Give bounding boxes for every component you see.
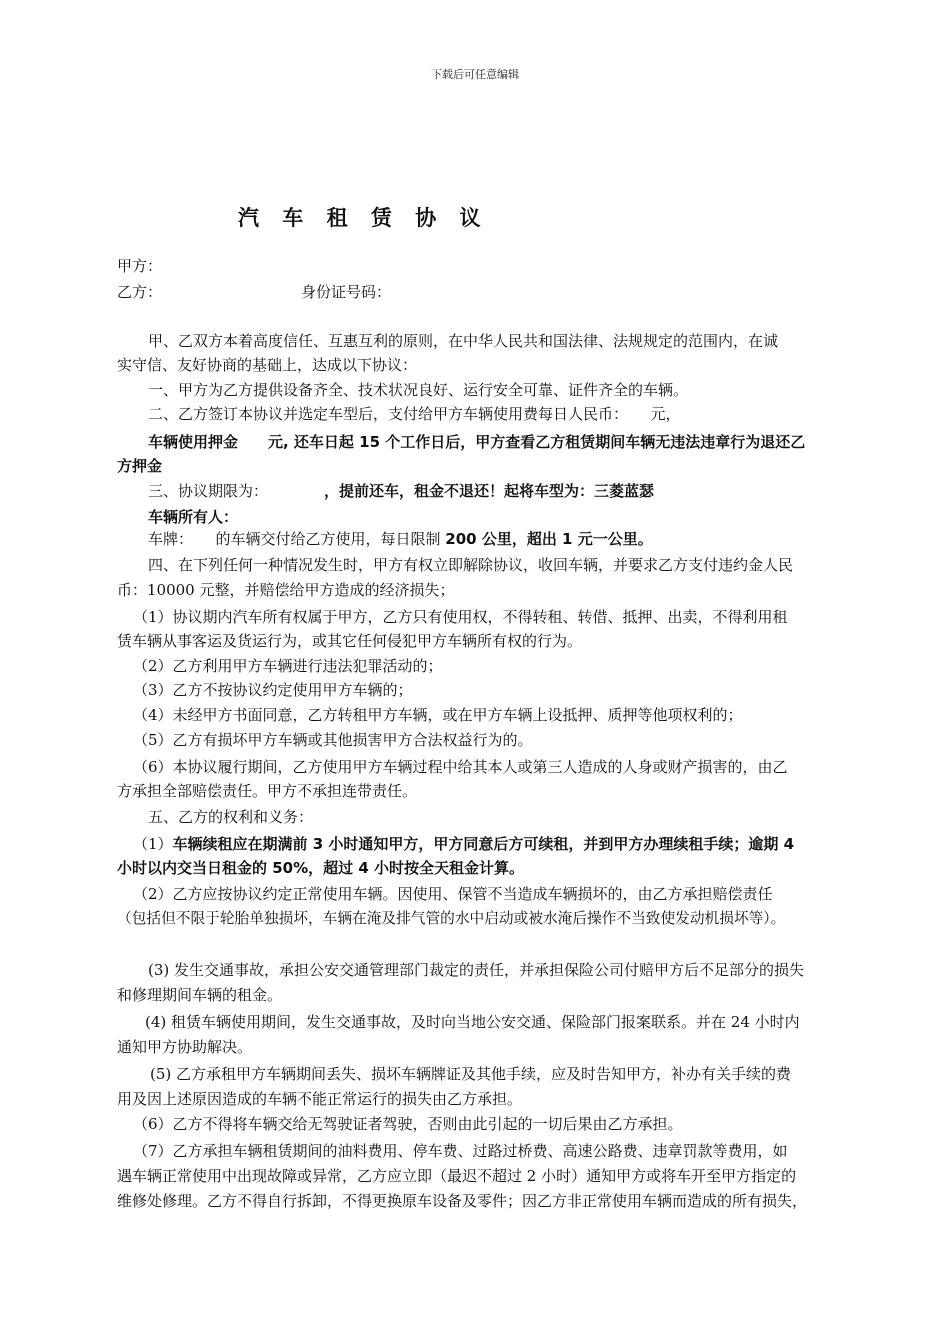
text-line: (3) 发生交通事故，承担公安交通管理部门裁定的责任，并承担保险公司付赔甲方后不足部分的损失 <box>148 961 805 979</box>
clause-number: （1） <box>133 835 173 853</box>
text-line <box>148 527 653 551</box>
renewal-clause: 车辆续租应在期满前 3 小时通知甲方，甲方同意后方可续租，并到甲方办理续租手续；逾期 4 <box>172 835 795 853</box>
party-b-label: 乙方： <box>117 283 163 301</box>
text-line: 车辆所有人： <box>148 508 239 526</box>
text-line: 方承担全部赔偿责任。甲方不承担连带责任。 <box>117 782 418 800</box>
text-line: 甲、乙双方本着高度信任、互惠互利的原则，在中华人民共和国法律、法规规定的范围内，在诚 <box>148 332 779 350</box>
text-line: （2）乙方利用甲方车辆进行违法犯罪活动的； <box>133 657 443 675</box>
mileage-limit: 200 公里，超出 1 元一公里。 <box>445 530 653 548</box>
document-title: 汽 车 租 赁 协 议 <box>238 206 489 230</box>
text-line: 用及因上述原因造成的车辆不能正常运行的损失由乙方承担。 <box>117 1090 523 1108</box>
text-line: 赁车辆从事客运及货运行为，或其它任何侵犯甲方车辆所有权的行为。 <box>117 632 583 650</box>
text-line: （包括但不限于轮胎单独损坏，车辆在淹及排气管的水中启动或被水淹后操作不当致使发动机损坏等）。 <box>117 910 786 927</box>
text-line: 车辆使用押金 元, 还车日起 15 个工作日后，甲方查看乙方租赁期间车辆无违法违章行为退还乙 <box>148 433 806 451</box>
id-number-label: 身份证号码： <box>301 283 392 301</box>
text-line: (5) 乙方承租甲方车辆期间丢失、损坏车辆牌证及其他手续，应及时告知甲方，补办有关手续的费 <box>150 1065 792 1083</box>
text-line: 通知甲方协助解决。 <box>117 1038 253 1056</box>
text-line: 二、乙方签订本协议并选定车型后，支付给甲方车辆使用费每日人民币： 元， <box>148 405 681 423</box>
party-a-label: 甲方： <box>117 257 163 275</box>
text-line: （4）未经甲方书面同意，乙方转租甲方车辆，或在甲方车辆上设抵押、质押等他项权利的； <box>133 706 743 724</box>
header-note: 下载后可任意编辑 <box>431 68 519 81</box>
text-line: 五、乙方的权利和义务： <box>148 808 314 826</box>
text-line: 一、甲方为乙方提供设备齐全、技术状况良好、运行安全可靠、证件齐全的车辆。 <box>148 381 689 399</box>
text-line <box>133 832 794 856</box>
text-line: 方押金 <box>117 457 163 475</box>
plate-label: 车牌： 的车辆交付给乙方使用，每日限制 <box>148 530 446 548</box>
text-line: 实守信、友好协商的基础上，达成以下协议： <box>117 356 418 374</box>
term-label: 三、协议期限为： <box>148 482 269 500</box>
text-line: （6）乙方不得将车辆交给无驾驶证者驾驶，否则由此引起的一切后果由乙方承担。 <box>133 1115 683 1133</box>
text-line: （2）乙方应按协议约定正常使用车辆。因使用、保管不当造成车辆损坏的，由乙方承担赔偿责任 <box>133 885 773 903</box>
text-line: （6）本协议履行期间，乙方使用甲方车辆过程中给其本人或第三人造成的人身或财产损害的，由乙 <box>133 758 788 776</box>
text-line: （1）协议期内汽车所有权属于甲方，乙方只有使用权，不得转租、转借、抵押、出卖，不得利用租 <box>133 608 788 626</box>
text-line: 币：10000 元整，并赔偿给甲方造成的经济损失； <box>117 581 455 599</box>
text-line: 维修处修理。乙方不得自行拆卸，不得更换原车设备及零件；因乙方非正常使用车辆而造成的所有损失， <box>117 1192 808 1210</box>
text-line: （7）乙方承担车辆租赁期间的油料费用、停车费、过路过桥费、高速公路费、违章罚款等费用，如 <box>133 1142 788 1160</box>
text-line: （5）乙方有损坏甲方车辆或其他损害甲方合法权益行为的。 <box>133 731 533 749</box>
text-line <box>148 479 654 503</box>
text-line: 和修理期间车辆的租金。 <box>117 986 283 1004</box>
text-line: （3）乙方不按协议约定使用甲方车辆的； <box>133 681 413 699</box>
text-line: 四、在下列任何一种情况发生时，甲方有权立即解除协议，收回车辆，并要求乙方支付违约金人民 <box>148 556 794 574</box>
text-line: (4) 租赁车辆使用期间，发生交通事故，及时向当地公安交通、保险部门报案联系。并在 24 小时内 <box>145 1013 800 1031</box>
term-note: ，提前还车，租金不退还！起将车型为：三菱蓝瑟 <box>324 482 655 500</box>
text-line: 遇车辆正常使用中出现故障或异常，乙方应立即（最迟不超过 2 小时）通知甲方或将车开至甲方指定的 <box>117 1167 797 1185</box>
text-line: 小时以内交当日租金的 50%，超过 4 小时按全天租金计算。 <box>117 859 525 877</box>
